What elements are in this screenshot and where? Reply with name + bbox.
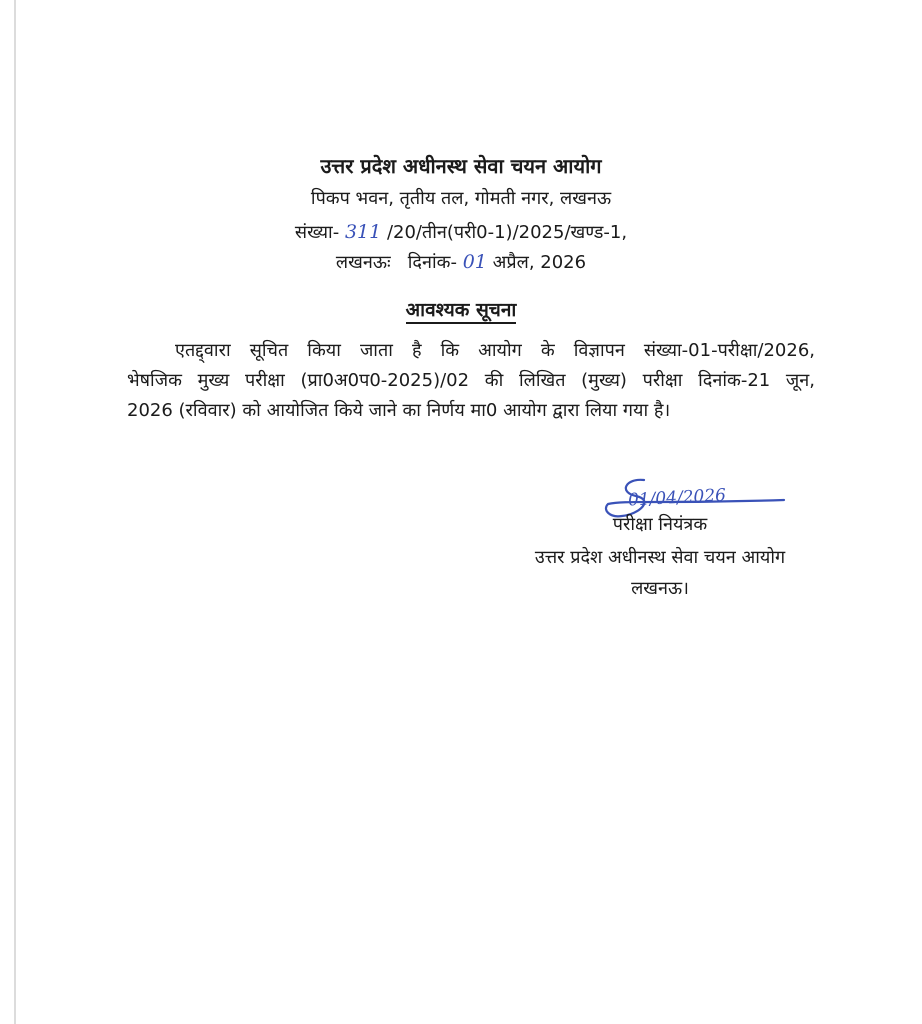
notice-heading xyxy=(0,296,922,322)
date-label: दिनांक- xyxy=(407,252,457,273)
notice-heading-text: आवश्यक सूचना xyxy=(406,299,517,324)
signatory-organization: उत्तर प्रदेश अधीनस्थ सेवा चयन आयोग xyxy=(534,547,786,568)
signatory-designation: परीक्षा नियंत्रक xyxy=(612,514,708,535)
signatory-city: लखनऊ। xyxy=(631,578,689,599)
city-label: लखनऊः xyxy=(335,252,391,273)
office-address: पिकप भवन, तृतीय तल, गोमती नगर, लखनऊ xyxy=(310,188,612,209)
handwritten-date-day: 01 xyxy=(462,251,487,273)
date-month-year: अप्रैल, 2026 xyxy=(492,252,587,273)
date-line xyxy=(0,250,922,274)
reference-number-line xyxy=(0,220,922,244)
organization-title: उत्तर प्रदेश अधीनस्थ सेवा चयन आयोग xyxy=(320,154,602,178)
notice-body-line: 2026 (रविवार) को आयोजित किये जाने का निर्णय मा0 आयोग द्वारा लिया गया है। xyxy=(127,400,671,421)
reference-suffix: /20/तीन(परी0-1)/2025/खण्ड-1, xyxy=(386,222,628,243)
notice-body-line: एतद्द्वारा सूचित किया जाता है कि आयोग के विज्ञापन संख्या-01-परीक्षा/2026, xyxy=(175,340,815,361)
notice-body xyxy=(127,336,815,426)
reference-prefix: संख्या- xyxy=(294,222,340,243)
handwritten-signature-date: 01/04/2026 xyxy=(627,485,727,511)
notice-body-line: भेषजिक मुख्य परीक्षा (प्रा0अ0प0-2025)/02 की लिखित (मुख्य) परीक्षा दिनांक-21 जून, xyxy=(127,370,815,391)
handwritten-reference-number: 311 xyxy=(344,221,382,243)
